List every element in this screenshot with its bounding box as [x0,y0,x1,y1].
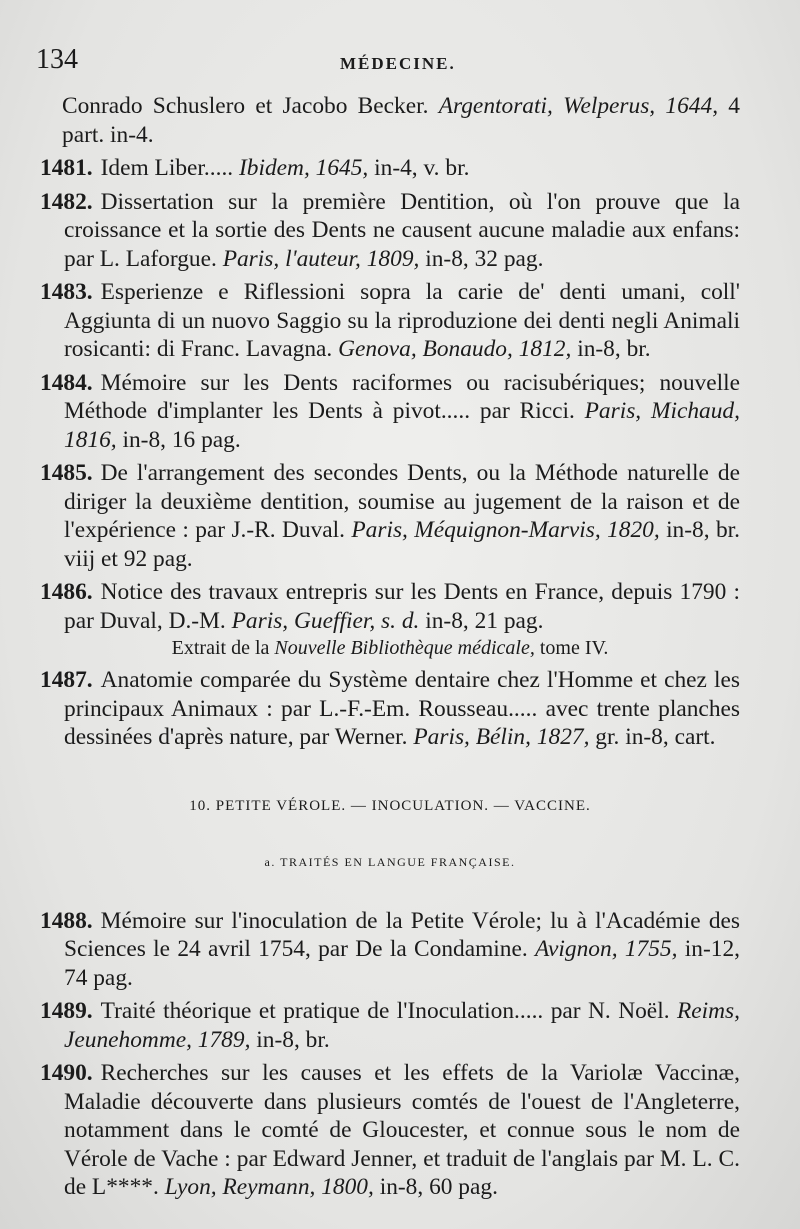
entry-tail: in-8, br. viij et 92 pag. [64,517,740,572]
entry-text: Mémoire sur l'inoculation de la Petite Vérole; lu à l'Académie des Sciences le 24 avril 1754, par De la Condamine. [64,907,740,962]
entry-tail: in-8, 16 pag. [116,426,241,453]
continued-entry: Conrado Schuslero et Jacobo Becker. Argentorati, Welperus, 1644, 4 part. in-4. [62,93,740,148]
page-header [36,44,760,84]
entry-tail: in-12, 74 pag. [64,936,740,991]
entry-tail: in-8, br. [250,1026,330,1053]
entry-imprint: Paris, Gueffier, s. d. [231,607,420,634]
entry-imprint: Paris, Méquignon-Marvis, 1820, [351,517,660,543]
entry-imprint: Avignon, 1755, [535,936,678,962]
entry-list [40,907,740,1202]
entry-tail: in-8, 32 pag. [419,245,544,272]
entry-tail: in-8, 21 pag. [419,607,544,634]
entry-imprint: Paris, l'auteur, 1809, [222,245,420,272]
entry-imprint: Reims, Jeunehomme, 1789, [64,998,740,1053]
entry-number: 1487. [40,667,93,693]
entry-imprint: Paris, Bélin, 1827, [413,724,590,750]
entry-text: De l'arrangement des secondes Dents, ou la Méthode naturelle de diriger la deuxième dentition, soumise au jugement de la raison et de l'expérience : par J.-R. Duval. [64,460,740,543]
entry-text: Recherches sur les causes et les effets de la Variolæ Vaccinæ, Maladie découverte dans plusieurs comtés de l'ouest de l'Angleterre, notamment dans le comté de Gloucester, et connue sous le nom de Vérole de Vache : par Edward Jenner, et traduit de l'anglais par M. L. C. de L****. [64,1060,740,1200]
entry-tail: gr. in-8, cart. [589,724,716,750]
entry-number: 1483. [40,279,93,305]
entry-tail: in-4, v. br. [368,155,470,181]
extrait-note: Extrait de la Nouvelle Bibliothèque médicale, tome IV. [171,637,609,659]
entry-number: 1489. [40,998,93,1024]
bibliography-entry [40,459,740,573]
entry-number: 1490. [40,1060,93,1086]
page-number: 134 [36,44,78,75]
entry-number: 1486. [40,579,93,605]
subsection-title: a. TRAITÉS EN LANGUE FRANÇAISE. [264,855,516,869]
entry-text: Traité théorique et pratique de l'Inoculation..... par N. Noël. [100,998,677,1024]
running-title: MÉDECINE. [340,54,456,73]
entry-text: Anatomie comparée du Système dentaire chez l'Homme et chez les principaux Animaux : par L.-F.-Em. Rousseau..... avec trente planches dessinées d'après nature, par Werner. [64,667,740,750]
entry-number: 1488. [40,907,93,934]
entry-number: 1481. [40,155,93,181]
bibliography-entry [40,907,740,993]
entry-text: Notice des travaux entrepris sur les Dents en France, depuis 1790 : par Duval, D.-M. [64,579,740,634]
entry-imprint: Paris, Michaud, 1816, [64,398,740,453]
entry-text: Mémoire sur les Dents raciformes ou racisubériques; nouvelle Méthode d'implanter les Dents à pivot..... par Ricci. [64,369,740,424]
entry-tail: in-8, br. [571,336,651,362]
entry-imprint: Lyon, Reymann, 1800, [164,1174,374,1200]
entry-imprint: Genova, Bonaudo, 1812, [338,336,572,362]
entry-imprint: Ibidem, 1645, [239,155,369,181]
entry-text: Esperienze e Riflessioni sopra la carie de' denti umani, coll' Aggiunta di un nuovo Saggio su la riproduzione dei denti negli Animali rosicanti: di Franc. Lavagna. [64,279,740,362]
page-body [40,92,740,1207]
bibliography-entry [40,578,740,635]
bibliography-entry [40,369,740,455]
entry-number: 1482. [40,188,93,215]
entry-number: 1484. [40,369,93,396]
entry-list [40,666,740,752]
entry-text: Dissertation sur la première Dentition, où l'on prouve que la croissance et la sortie des Dents ne causent aucune maladie aux enfans: par L. Laforgue. [64,188,740,272]
bibliography-entry [40,997,740,1054]
bibliography-entry [40,154,740,183]
section-title: 10. PETITE VÉROLE. — INOCULATION. — VACCINE. [189,797,591,814]
entry-list [40,154,740,635]
entry-number: 1485. [40,460,93,486]
entry-text: Idem Liber..... [100,155,239,181]
bibliography-entry [40,188,740,274]
entry-tail: in-8, 60 pag. [373,1174,498,1200]
bibliography-entry [40,278,740,364]
bibliography-entry [40,666,740,752]
bibliography-entry [40,1059,740,1202]
